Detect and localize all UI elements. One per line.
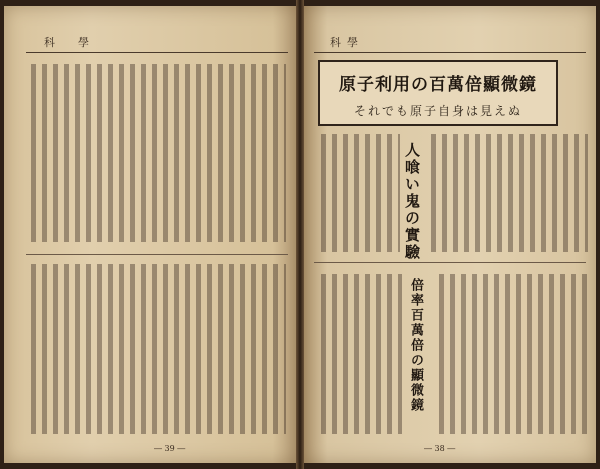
body-text-lower-right-a [318, 274, 402, 434]
body-text-lower-right-b [436, 274, 588, 434]
header-rule-right [314, 52, 586, 53]
body-text-upper-left [28, 64, 286, 242]
running-head-left: 科 學 [44, 36, 95, 49]
page-number-right: ― 38 ― [424, 444, 456, 453]
section-head-ogre: 人喰い鬼の實驗 [403, 142, 421, 261]
left-page [4, 6, 296, 463]
section-head-microscope: 倍率百萬倍の顯微鏡 [408, 278, 423, 413]
running-head-right: 科學 [330, 36, 364, 49]
body-text-lower-left [28, 264, 286, 434]
article-title: 原子利用の百萬倍顯微鏡 [339, 75, 537, 95]
body-text-upper-right-b [428, 134, 588, 252]
article-title-box [318, 60, 558, 126]
article-subtitle: それでも原子自身は見えぬ [353, 104, 522, 118]
body-text-upper-right-a [318, 134, 400, 252]
column-divider-left [26, 254, 288, 255]
page-number-left: ― 39 ― [154, 444, 186, 453]
header-rule-left [26, 52, 288, 53]
right-page [304, 6, 596, 463]
column-divider-right [314, 262, 586, 263]
book-gutter [296, 0, 304, 469]
